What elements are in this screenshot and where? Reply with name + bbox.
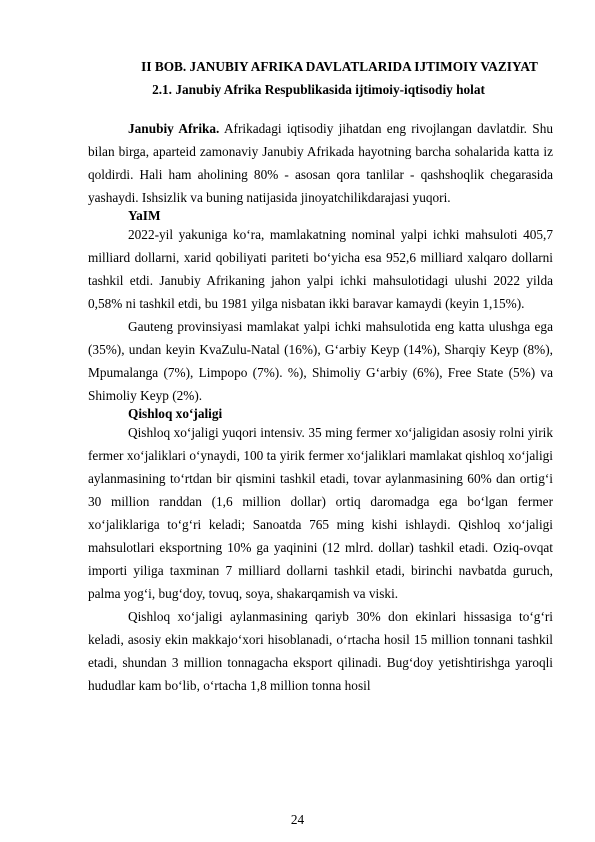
intro-paragraph: [88, 117, 553, 209]
gdp-heading: YaIM: [128, 208, 161, 223]
agriculture-heading: Qishloq xo‘jaligi: [128, 406, 223, 421]
page-content: [88, 58, 553, 697]
section-title: 2.1. Janubiy Afrika Respublikasida ijtimoiy-iqtisodiy holat: [152, 82, 485, 97]
agriculture-paragraph-2: Qishloq xo‘jaligi aylanmasining qariyb 30% don ekinlari hissasiga to‘g‘ri keladi, asosiy ekin makkajo‘xori hisoblanadi, o‘rtacha hosil 15 million tonnani tashkil etadi, shundan 3 million tonnagacha eksport qilinadi. Bug‘doy yetishtirishga yaroqli hududlar kam bo‘lib, o‘rtacha 1,8 million tonna hosil: [88, 609, 553, 693]
agriculture-paragraph-1: Qishloq xo‘jaligi yuqori intensiv. 35 ming fermer xo‘jaligidan asosiy rolni yirik fermer xo‘jaliklari o‘ynaydi, 100 ta yirik fermer xo‘jaliklari mamlakat qishloq xo‘jaligi aylanmasining to‘rtdan bir qismini tashkil etadi, tovar aylanmasining 60% dan ortig‘i 30 million randdan (1,6 million dollar) ortiq daromadga ega bo‘lgan fermer xo‘jaliklariga to‘g‘ri keladi; Sanoatda 765 ming kishi ishlaydi. Qishloq xo‘jaligi mahsulotlari eksportning 10% ga yaqinini (12 mlrd. dollar) tashkil etadi. Oziq-ovqat importi yiliga taxminan 7 milliard dollarni tashkil etadi, birinchi navbatda guruch, palma yog‘i, bug‘doy, tovuq, soya, shakarqamish va viski.: [88, 425, 553, 601]
page-number: 24: [290, 812, 305, 827]
gdp-paragraph-1: 2022-yil yakuniga ko‘ra, mamlakatning nominal yalpi ichki mahsuloti 405,7 milliard dollarni, xarid qobiliyati pariteti bo‘yicha esa 952,6 milliard xalqaro dollarni tashkil etdi. Janubiy Afrikaning jahon yalpi ichki mahsulotidagi ulushi 2022 yilda 0,58% ni tashkil etdi, bu 1981 yilga nisbatan ikki baravar kamaydi (keyin 1,15%).: [88, 227, 553, 311]
gdp-paragraph-2: Gauteng provinsiyasi mamlakat yalpi ichki mahsulotida eng katta ulushga ega (35%), undan keyin KvaZulu-Natal (16%), G‘arbiy Keyp (14%), Sharqiy Keyp (8%), Mpumalanga (7%), Limpopo (7%). %), Shimoliy G‘arbiy (6%), Free State (5%) va Shimoliy Keyp (2%).: [88, 319, 553, 403]
intro-text: Afrikadagi iqtisodiy jihatdan eng rivojlangan davlatdir. Shu bilan birga, aparteid zamonaviy Janubiy Afrikada hayotning barcha sohalarida katta iz qoldirdi. Hali ham aholining 80% - asosan qora tanlilar - qashshoqlik chegarasida yashaydi. Ishsizlik va buning natijasida jinoyatchilikdarajasi yuqori.: [88, 121, 553, 205]
chapter-title: II BOB. JANUBIY AFRIKA DAVLATLARIDA IJTIMOIY VAZIYAT: [141, 59, 538, 74]
intro-lead: Janubiy Afrika.: [128, 121, 220, 136]
